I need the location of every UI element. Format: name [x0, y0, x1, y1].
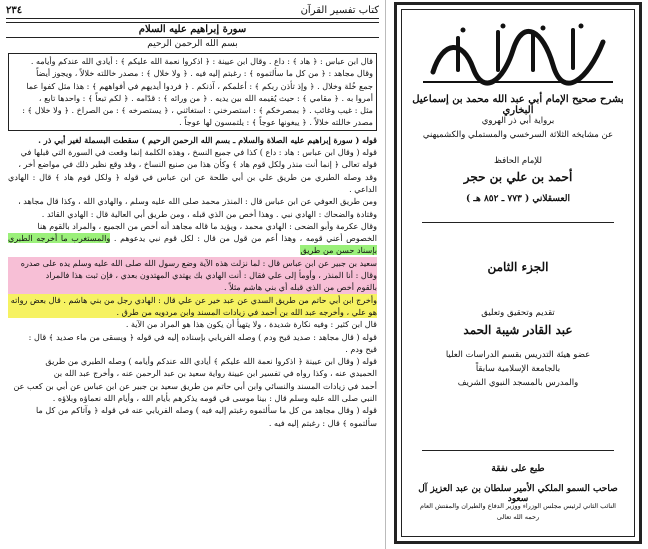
basmala: بسم الله الرحمن الرحيم — [147, 39, 238, 49]
box-line: وقال مجاهد : ﴿ من كل ما سألتموه ﴾ : رغبتم إليه فيه . ﴿ ولا خلال ﴾ : مصدر خاللته خلالاً ، ويجوز أيضاً — [36, 68, 373, 79]
paragraph-line: قال ابن كثير : وفيه نكارة شديدة ، ولا يتهيأ أن يكون هذا هو المراد من الآية . — [125, 319, 377, 330]
box-line: أمروا به . ﴿ مقامي ﴾ : حيث يُقيمه الله بين يديه . ﴿ من ورائه ﴾ : قدّامه . ﴿ لكم تبعاً ﴾ : واحدها تابع ، — [38, 92, 373, 103]
cover-volume: الجزء الثامن — [487, 260, 549, 274]
paragraph-line: قوله ( وقال مجاهد من كل ما سألتموه رغبتم إليه فيه ) وصله الفريابي عنه في قوله ﴿ وآتاكم من كل ما — [36, 405, 377, 416]
cover-editor-detail: عضو هيئة التدريس بقسم الدراسات العليا — [445, 350, 591, 360]
cover-inner-frame — [401, 9, 635, 537]
cover-editor-name: عبد القادر شيبة الحمد — [463, 323, 573, 337]
paragraph-line: الحميدي عنه ، وكذا رواه في تفسير ابن عيينة رواية سعيد بن عبد الرحمن عنه ، وأخرج عبد الله بن — [53, 368, 377, 379]
paragraph-line: قوله ( وقال ابن عباس : هاد : داع ) كذا في جميع النسخ ، وهذه الكلمة إنما وقعت في السورة التي قبلها في — [20, 147, 377, 158]
paragraph-line: سألتموه ﴾ قال : رغبتم إليه فيه . — [268, 417, 377, 428]
paragraph-line: وقتادة والضحاك : الهادي نبي . وهذا أخص من الذي قبله ، ومن طريق أبي العالية قال : الهادي القائد . — [41, 208, 377, 219]
cover-printed-by: طبع على نفقة — [491, 464, 545, 474]
paragraph-line: قوله تعالى ﴿ إنما أنت منذر ولكل قوم هاد ﴾ وكأن هذا من صنيع النساخ ، وقد وقع نظير ذلك في مواضع أخر ، — [18, 159, 377, 170]
running-header — [6, 4, 379, 19]
title-calligraphy-svg — [403, 20, 633, 90]
paragraph-line: قوله ( قال مجاهد : صديد قيح ودم ) وصله الفريابي بإسناده إليه في قوله ﴿ ويسقى من ماء صديد ﴾ قال : — [28, 331, 377, 342]
cover-author-nisba: العسقلاني ( ٧٧٣ ـ ٨٥٢ هـ ) — [466, 194, 570, 204]
ornament-divider — [422, 450, 614, 451]
paragraph-line: وقد وصله الطبري من طريق علي بن أبي طلحة عن ابن عباس في قوله ﴿ ولكل قوم هاد ﴾ قال : الهادي الداعي . — [8, 171, 377, 194]
paragraph-line — [8, 232, 377, 257]
box-line: مصدر خاللته خلالاً . ﴿ يبغونها عوجاً ﴾ : يلتمسون لها عوجاً . — [179, 117, 373, 128]
box-line: مثل : غيب وغائب . ﴿ بمصرخكم ﴾ : استصرخني : استغاثني ، ﴿ يستصرخه ﴾ : من الصراخ . ﴿ ولا خلال ﴾ : — [22, 105, 373, 116]
title-calligraphy-logo — [402, 20, 634, 90]
highlight-pink: سعيد بن جبير عن ابن عباس قال : لما نزلت هذه الآية وضع رسول الله صلى الله عليه وسلم يده على صدره — [8, 257, 377, 269]
cover-editor-detail: بالجامعة الإسلامية سابقاً — [475, 364, 561, 374]
cover-subtitle: بشرح صحيح الإمام أبي عبد الله محمد بن إسماعيل البخاري — [412, 94, 624, 116]
box-line: قال ابن عباس : ﴿ هاد ﴾ : داع . وقال ابن عيينة : ﴿ اذكروا نعمة الله عليكم ﴾ : أيادي الله عندكم وأيامه . — [30, 56, 373, 66]
page-number: ٢٣٤ — [6, 5, 23, 16]
cover-editor-role: تقديم وتحقيق وتعليق — [481, 308, 555, 318]
box-line: جمع خُلة وخلال . ﴿ وإذ تأذن ربكم ﴾ : أعلمكم ، آذنكم . ﴿ فردوا أيديهم في أفواههم ﴾ : هذا مثل كفوا عما — [26, 80, 373, 91]
highlight-pink: وقال : أنا المنذر ، وأومأ إلى علي فقال : أنت الهادي بك يهتدي المهتدون بعدي ، فإن ثبت هذا فالمراد — [8, 269, 377, 281]
commentary-text — [8, 52, 377, 543]
cover-editor-detail: والمدرس بالمسجد النبوي الشريف — [457, 378, 579, 388]
cover-author-name: أحمد بن علي بن حجر — [463, 170, 573, 184]
cover-patron-title: النائب الثاني لرئيس مجلس الوزراء ووزير الدفاع والطيران والمفتش العام — [419, 502, 616, 510]
paragraph-line: قيح ودم . — [345, 343, 377, 354]
book-cover-page — [392, 0, 648, 549]
quoted-text-box — [8, 53, 377, 131]
cover-riwaya: برواية أبي ذر الهروي — [481, 116, 555, 126]
paragraph: قوله ( سورة إبراهيم عليه الصلاة والسلام ـ بسم الله الرحمن الرحيم ) سقطت البسملة لغير أبي ذر . — [38, 134, 377, 145]
highlight-yellow: هو علي ، وأخرجه عبد الله بن أحمد في زيادات المسند وابن مردويه من طرق . — [8, 306, 377, 318]
paragraph-line: النبي صلى الله عليه وسلم قال : بينا موسى في قومه يذكرهم بأيام الله ، وأيام الله نعماؤه وبلاؤه . — [52, 393, 377, 404]
paragraph-line: قوله ( وقال ابن عيينة ﴿ اذكروا نعمة الله عليكم ﴾ أيادي الله عندكم وأيامه ) وصله الطبري من طريق — [45, 356, 377, 367]
paragraph-line: أحمد في زيادات المسند والنسائي وابن أبي حاتم من طريق سعيد بن جبير عن ابن عباس عن أبي بن كعب عن — [13, 380, 377, 391]
cover-frame — [394, 2, 642, 544]
cover-patron-note: رحمه الله تعالى — [496, 513, 540, 521]
highlight-green: والمستغرب ما أخرجه الطبري بإسناد حسن من طريق — [8, 233, 377, 256]
sura-title: سورة إبراهيم عليه السلام — [6, 22, 379, 38]
paragraph-line: ومن طريق العوفي عن ابن عباس قال : المنذر محمد صلى الله عليه وسلم ، والهادي الله ، وكذا قال مجاهد ، — [18, 196, 377, 207]
paragraph-line-text: الخصوص أعني قومه ، وهذا أعم من قول من قال : لكل قوم نبي يدعوهم . — [113, 233, 377, 244]
cover-patron: صاحب السمو الملكي الأمير سلطان بن عبد العزيز آل سعود — [418, 484, 618, 504]
cover-riwaya-detail: عن مشايخه الثلاثة السرخسي والمستملي والكشميهني — [422, 130, 614, 140]
cover-author-prefix: للإمام الحافظ — [494, 156, 542, 166]
paragraph-line: وقال عكرمة وأبو الضحى : الهادي محمد ، ويؤيد ما قاله مجاهد أنه أخص من الجميع ، والمراد بالقوم هنا — [37, 220, 377, 231]
ornament-divider — [422, 222, 614, 223]
highlight-yellow: وأخرج ابن أبي حاتم من طريق السدي عن عبد خير عن علي قال : الهادي رجل من بني هاشم . قال بعض رواته — [8, 294, 377, 306]
book-section-title: كتاب تفسير القرآن — [300, 5, 379, 16]
highlight-pink: بالقوم أخص من الذي قبله أي بني هاشم مثلاً . — [8, 281, 377, 293]
